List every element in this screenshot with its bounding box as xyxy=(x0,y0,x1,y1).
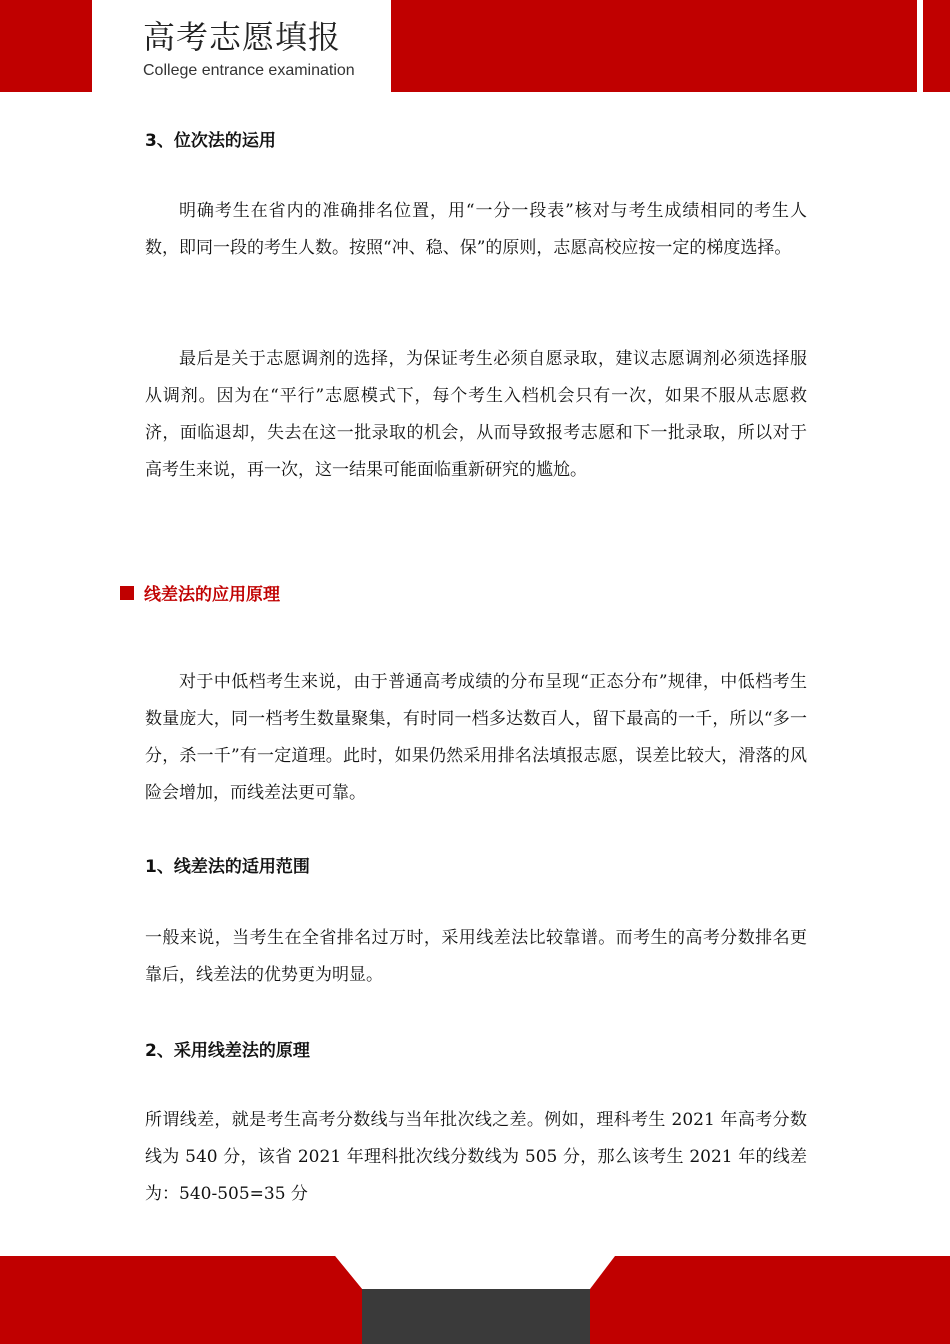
heading-scope: 1、线差法的适用范围 xyxy=(145,857,310,877)
footer-right-red xyxy=(590,1256,950,1344)
paragraph-adjustment: 最后是关于志愿调剂的选择，为保证考生必须自愿录取，建议志愿调剂必须选择服从调剂。因为在“平行”志愿模式下，每个考生入档机会只有一次，如果不服从志愿救济，面临退却，失去在这一批录取的机会，从而导致报考志愿和下一批录取，所以对于高考生来说，再一次，这一结果可能面临重新研究的尴尬。 xyxy=(145,349,807,480)
heading-principle: 2、采用线差法的原理 xyxy=(145,1041,310,1061)
header-accent-right xyxy=(391,0,917,92)
footer-left-red xyxy=(0,1256,335,1344)
page-subtitle: College entrance examination xyxy=(143,62,355,79)
footer-decoration xyxy=(0,1256,950,1344)
footer-center-dark xyxy=(362,1289,590,1344)
footer-left-red-edge xyxy=(335,1256,362,1344)
square-bullet-icon xyxy=(120,586,134,600)
paragraph-principle: 所谓线差，就是考生高考分数线与当年批次线之差。例如，理科考生 2021 年高考分数线为 540 分，该省 2021 年理科批次线分数线为 505 分，那么该考生 2021 年的线差为：540-505=35 分 xyxy=(145,1110,807,1204)
section-heading-line-diff xyxy=(120,580,280,605)
heading-rank-method: 3、位次法的运用 xyxy=(145,131,276,151)
section-heading-text: 线差法的应用原理 xyxy=(144,585,280,605)
paragraph-mid-low-students: 对于中低档考生来说，由于普通高考成绩的分布呈现“正态分布”规律，中低档考生数量庞大，同一档考生数量聚集，有时同一档多达数百人，留下最高的一千，所以“多一分，杀一千”有一定道理。此时，如果仍然采用排名法填报志愿，误差比较大，滑落的风险会增加，而线差法更可靠。 xyxy=(145,672,807,803)
paragraph-rank-method: 明确考生在省内的准确排名位置，用“一分一段表”核对与考生成绩相同的考生人数，即同一段的考生人数。按照“冲、稳、保”的原则，志愿高校应按一定的梯度选择。 xyxy=(145,201,807,258)
header-accent-left xyxy=(0,0,92,92)
paragraph-scope: 一般来说，当考生在全省排名过万时，采用线差法比较靠谱。而考生的高考分数排名更靠后，线差法的优势更为明显。 xyxy=(145,928,807,985)
header-accent-end xyxy=(923,0,950,92)
page-title: 高考志愿填报 xyxy=(143,18,342,56)
